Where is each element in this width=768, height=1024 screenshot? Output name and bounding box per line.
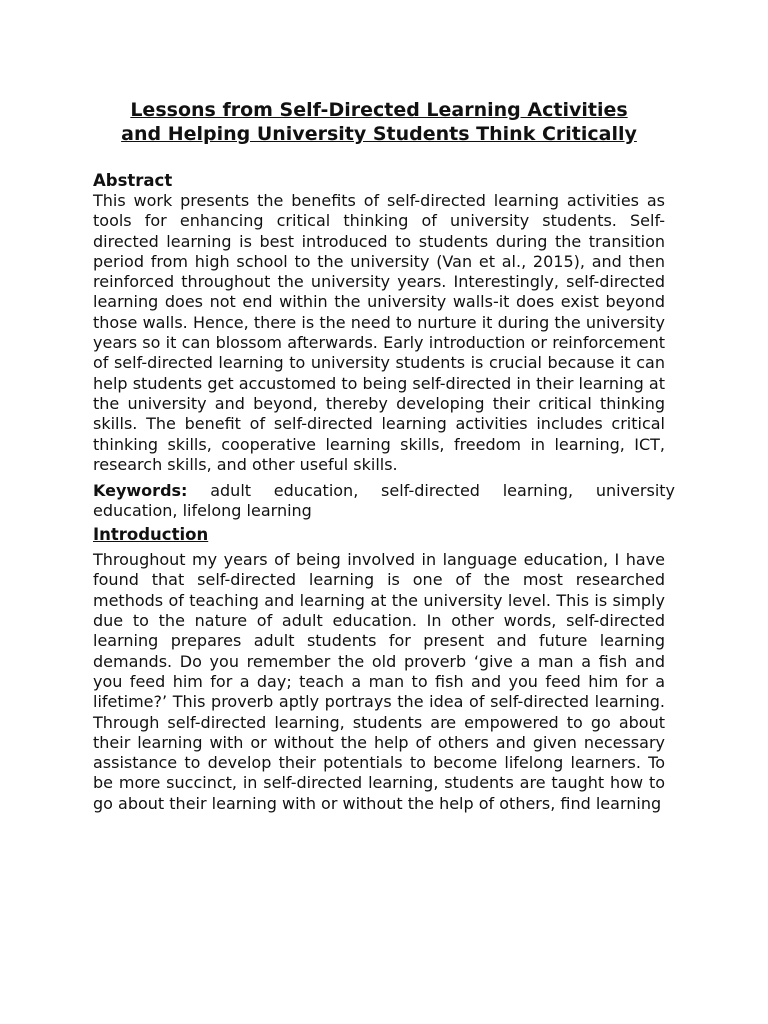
abstract-paragraph: This work presents the benefits of self-directed learning activities as tools for enhancing critical thinking of university students. Self-directed learning is best introduced to students during the transition period from high school to the university (Van et al., 2015), and then reinforced throughout the university years. Interestingly, self-directed learning does not end within the university walls-it does exist beyond those walls. Hence, there is the need to nurture it during the university years so it can blossom afterwards. Early introduction or reinforcement of self-directed learning to university students is crucial because it can help students get accustomed to being self-directed in their learning at the university and beyond, thereby developing their critical thinking skills. The benefit of self-directed learning activities includes critical thinking skills, cooperative learning skills, freedom in learning, ICT, research skills, and other useful skills. bbox=[93, 191, 665, 474]
abstract-heading: Abstract bbox=[93, 171, 173, 190]
title-line-2: and Helping University Students Think Critically bbox=[121, 123, 637, 145]
introduction-heading: Introduction bbox=[93, 525, 209, 545]
document-title bbox=[81, 98, 677, 146]
title-line-1: Lessons from Self-Directed Learning Activities bbox=[130, 99, 628, 121]
introduction-paragraph: Throughout my years of being involved in language education, I have found that self-directed learning is one of the most researched methods of teaching and learning at the university level. This is simply due to the nature of adult education. In other words, self-directed learning prepares adult students for present and future learning demands. Do you remember the old proverb ‘give a man a fish and you feed him for a day; teach a man to fish and you feed him for a lifetime?’ This proverb aptly portrays the idea of self-directed learning. Through self-directed learning, students are empowered to go about their learning with or without the help of others and given necessary assistance to develop their potentials to become lifelong learners. To be more succinct, in self-directed learning, students are taught how to go about their learning with or without the help of others, find learning bbox=[93, 550, 665, 813]
document-page bbox=[93, 98, 675, 814]
keywords-line bbox=[93, 481, 675, 521]
keywords-text: adult education, self-directed learning, university education, lifelong learning bbox=[93, 481, 675, 521]
keywords-label: Keywords: bbox=[93, 481, 188, 501]
